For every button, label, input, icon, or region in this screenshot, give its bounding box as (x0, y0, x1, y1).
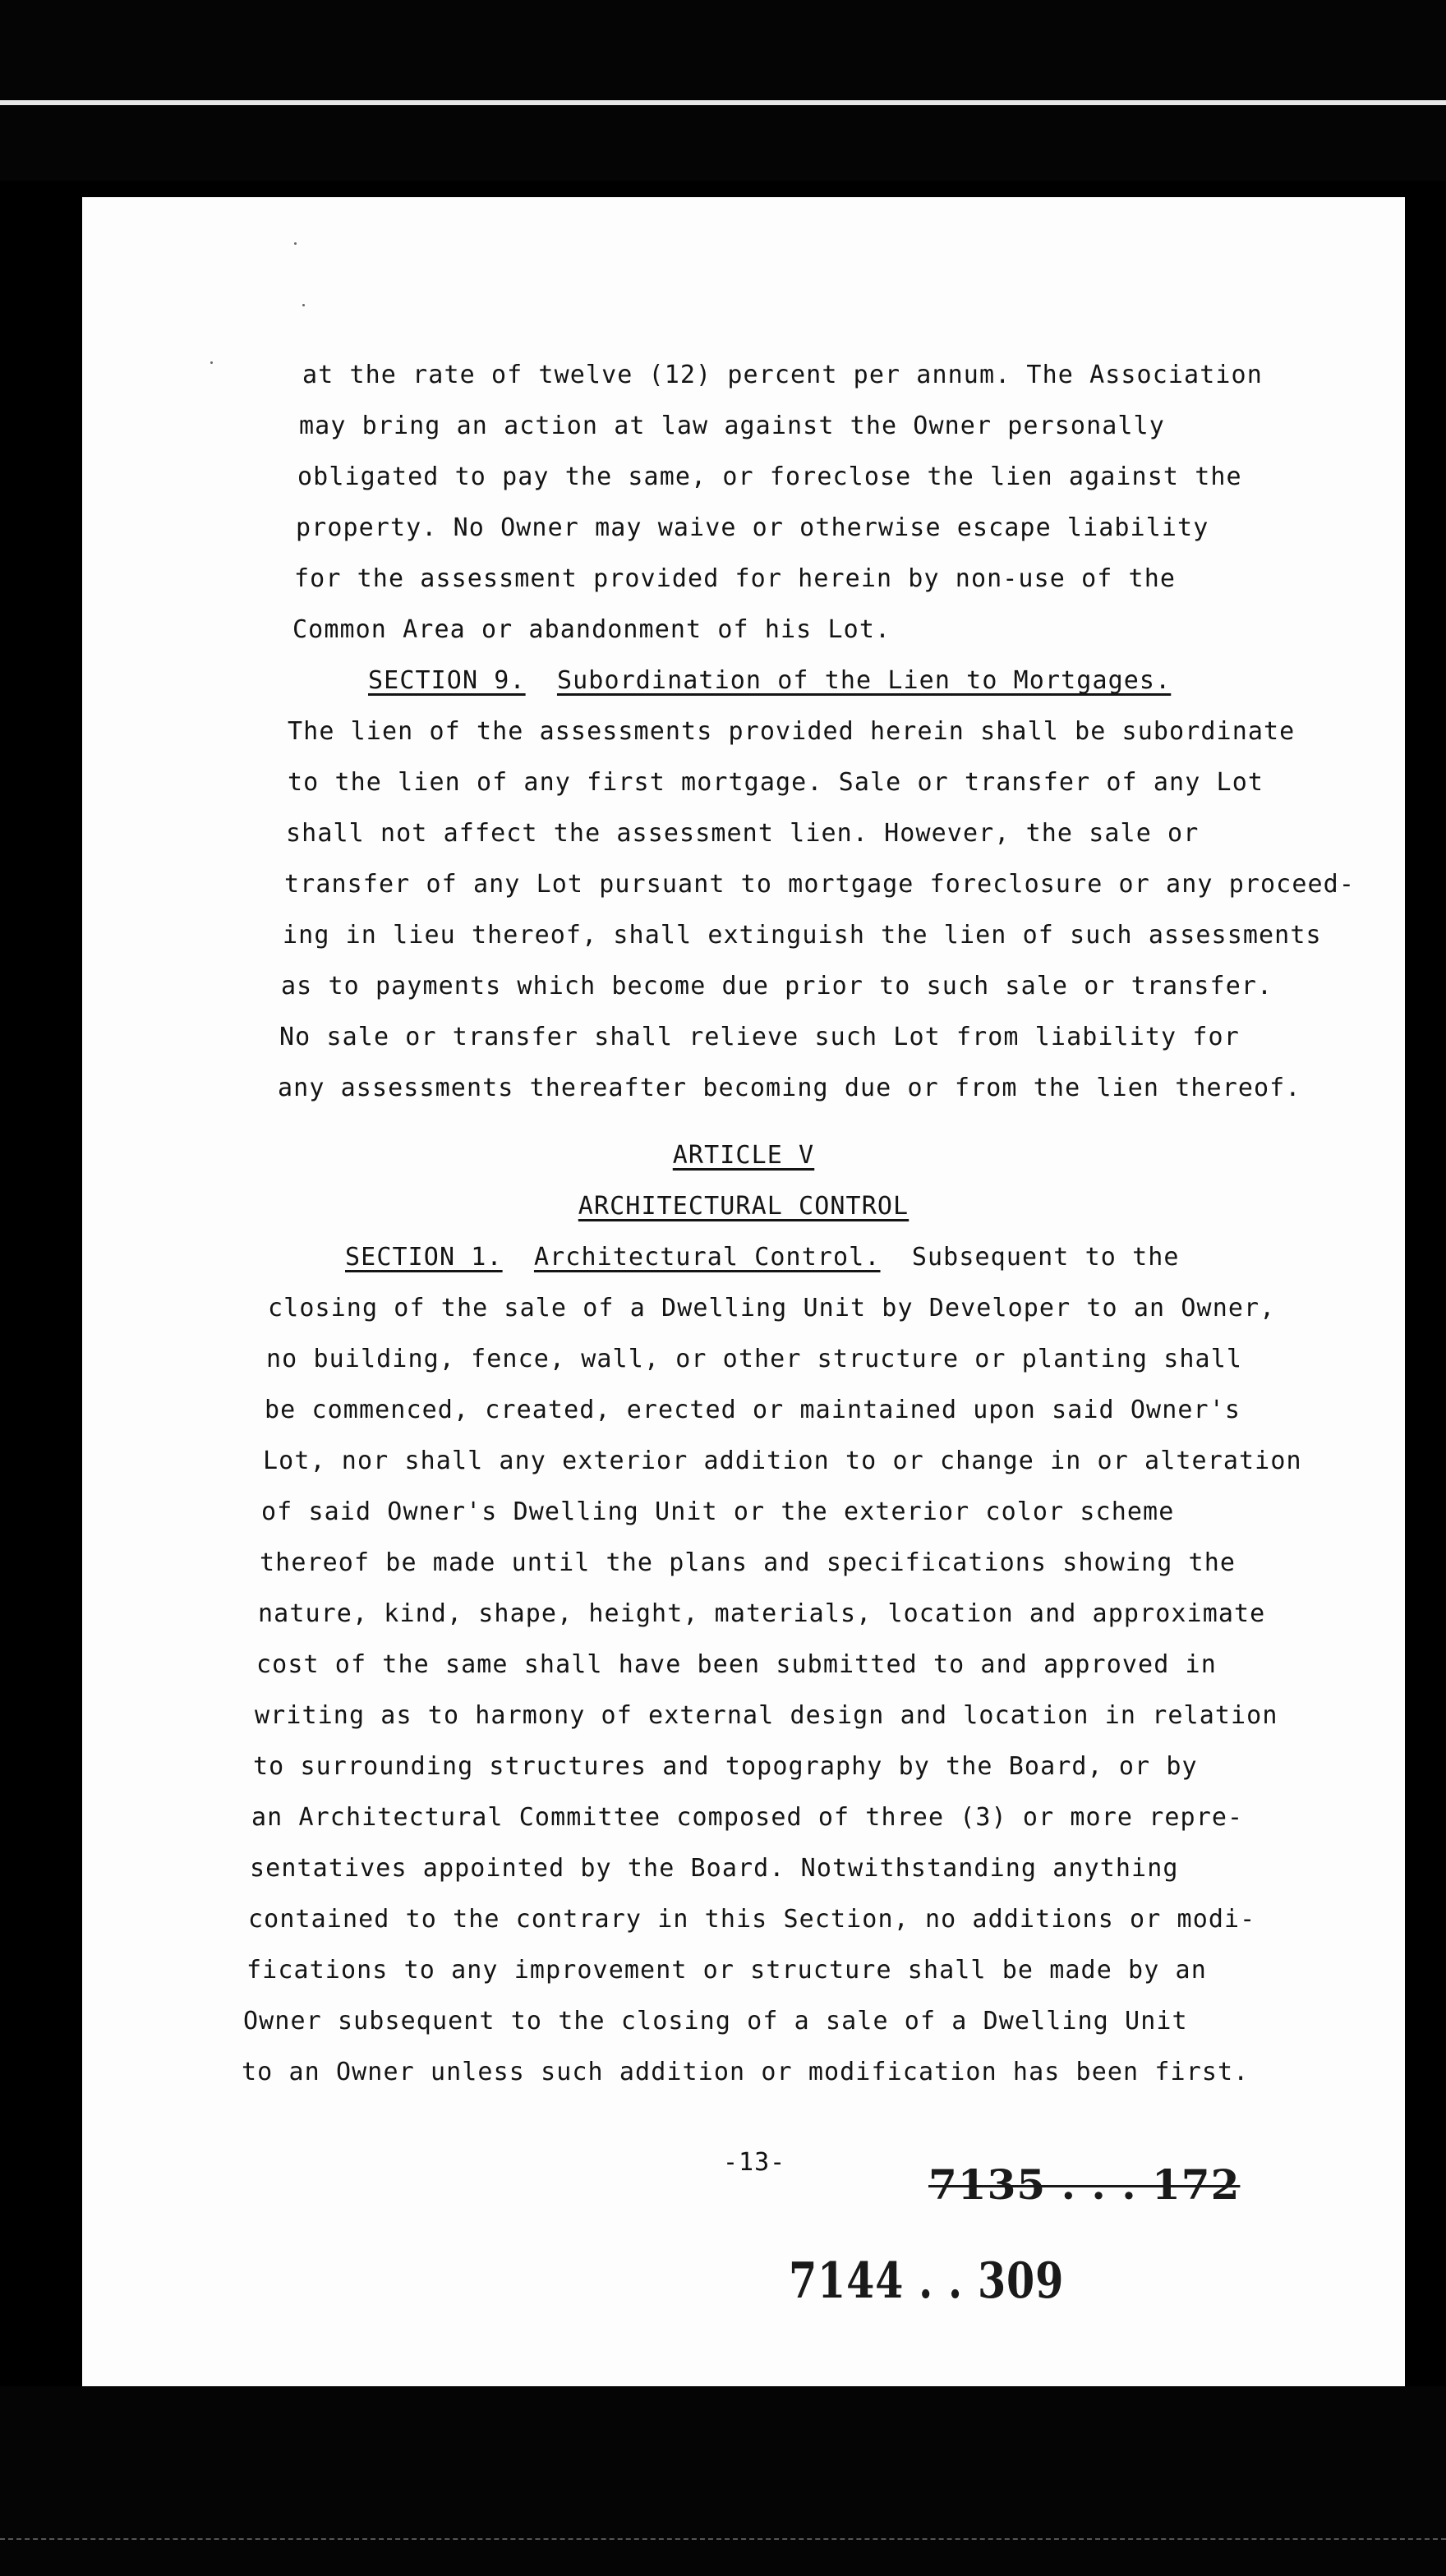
scan-bottom-rule (0, 2538, 1446, 2540)
paragraph-line: transfer of any Lot pursuant to mortgage foreclosure or any proceed- (284, 870, 1355, 899)
paragraph-line: to an Owner unless such addition or modification has been first. (242, 2058, 1250, 2086)
paragraph-line: an Architectural Committee composed of three (3) or more repre- (251, 1803, 1244, 1832)
section-1-label: SECTION 1. (345, 1243, 503, 1272)
scan-speck (294, 242, 297, 245)
paragraph-line: to surrounding structures and topography by the Board, or by (253, 1752, 1198, 1781)
paragraph-line: cost of the same shall have been submitted to and approved in (256, 1650, 1217, 1679)
paragraph-line: property. No Owner may waive or otherwise escape liability (296, 513, 1209, 542)
paragraph-line: writing as to harmony of external design and location in relation (255, 1701, 1278, 1730)
paragraph-line: shall not affect the assessment lien. However, the sale or (286, 819, 1200, 848)
paragraph-line: nature, kind, shape, height, materials, location and approximate (258, 1599, 1266, 1628)
paragraph-line: may bring an action at law against the Owner personally (299, 412, 1165, 440)
paragraph-line: ing in lieu thereof, shall extinguish the lien of such assessments (283, 921, 1322, 950)
scan-bottom-margin (0, 2386, 1446, 2576)
section-1-first-line: Subsequent to the (911, 1243, 1180, 1272)
article-title (82, 1193, 1405, 1221)
paragraph-line: Owner subsequent to the closing of a sale of a Dwelling Unit (243, 2007, 1188, 2036)
section-9-heading (368, 667, 1171, 695)
paragraph-line: to the lien of any first mortgage. Sale or transfer of any Lot (288, 768, 1264, 797)
paragraph-line: obligated to pay the same, or foreclose the lien against the (297, 462, 1242, 491)
paragraph-line: fications to any improvement or structure shall be made by an (246, 1956, 1207, 1985)
paragraph-line: Lot, nor shall any exterior addition to or change in or alteration (263, 1447, 1302, 1475)
struck-book-page-stamp: 7135 . . . 172 (928, 2160, 1241, 2209)
article-title-text: ARCHITECTURAL CONTROL (578, 1192, 910, 1221)
paragraph-line: sentatives appointed by the Board. Notwithstanding anything (250, 1854, 1179, 1883)
scan-top-rule (0, 100, 1446, 105)
article-heading (82, 1142, 1405, 1170)
page-number: -13- (723, 2148, 786, 2177)
paragraph-line: at the rate of twelve (12) percent per annum. The Association (302, 361, 1263, 389)
section-1-title: Architectural Control. (533, 1243, 881, 1272)
paragraph-line: any assessments thereafter becoming due or from the lien thereof. (278, 1074, 1301, 1102)
section-9-label: SECTION 9. (368, 666, 526, 695)
book-page-stamp: 7144 . . 309 (789, 2252, 1065, 2310)
scan-speck (302, 304, 305, 306)
paragraph-line: Common Area or abandonment of his Lot. (292, 615, 891, 644)
paragraph-line: no building, fence, wall, or other structure or planting shall (266, 1345, 1243, 1373)
paragraph-line: No sale or transfer shall relieve such Lot from liability for (279, 1023, 1240, 1051)
scan-top-margin (0, 0, 1446, 181)
section-9-title: Subordination of the Lien to Mortgages. (556, 666, 1172, 695)
paragraph-line: contained to the contrary in this Section, no additions or modi- (248, 1905, 1256, 1934)
document-page (82, 197, 1405, 2386)
paragraph-line: closing of the sale of a Dwelling Unit by Developer to an Owner, (268, 1294, 1276, 1322)
paragraph-line: as to payments which become due prior to such sale or transfer. (281, 972, 1273, 1000)
scan-speck (210, 361, 213, 364)
article-number: ARTICLE V (672, 1141, 815, 1170)
paragraph-line: for the assessment provided for herein by non-use of the (294, 564, 1177, 593)
paragraph-line: be commenced, created, erected or maintained upon said Owner's (265, 1396, 1241, 1424)
section-1-heading (345, 1244, 1180, 1272)
paragraph-line: thereof be made until the plans and specifications showing the (260, 1548, 1236, 1577)
paragraph-line: The lien of the assessments provided herein shall be subordinate (288, 717, 1296, 746)
paragraph-line: of said Owner's Dwelling Unit or the exterior color scheme (261, 1497, 1175, 1526)
